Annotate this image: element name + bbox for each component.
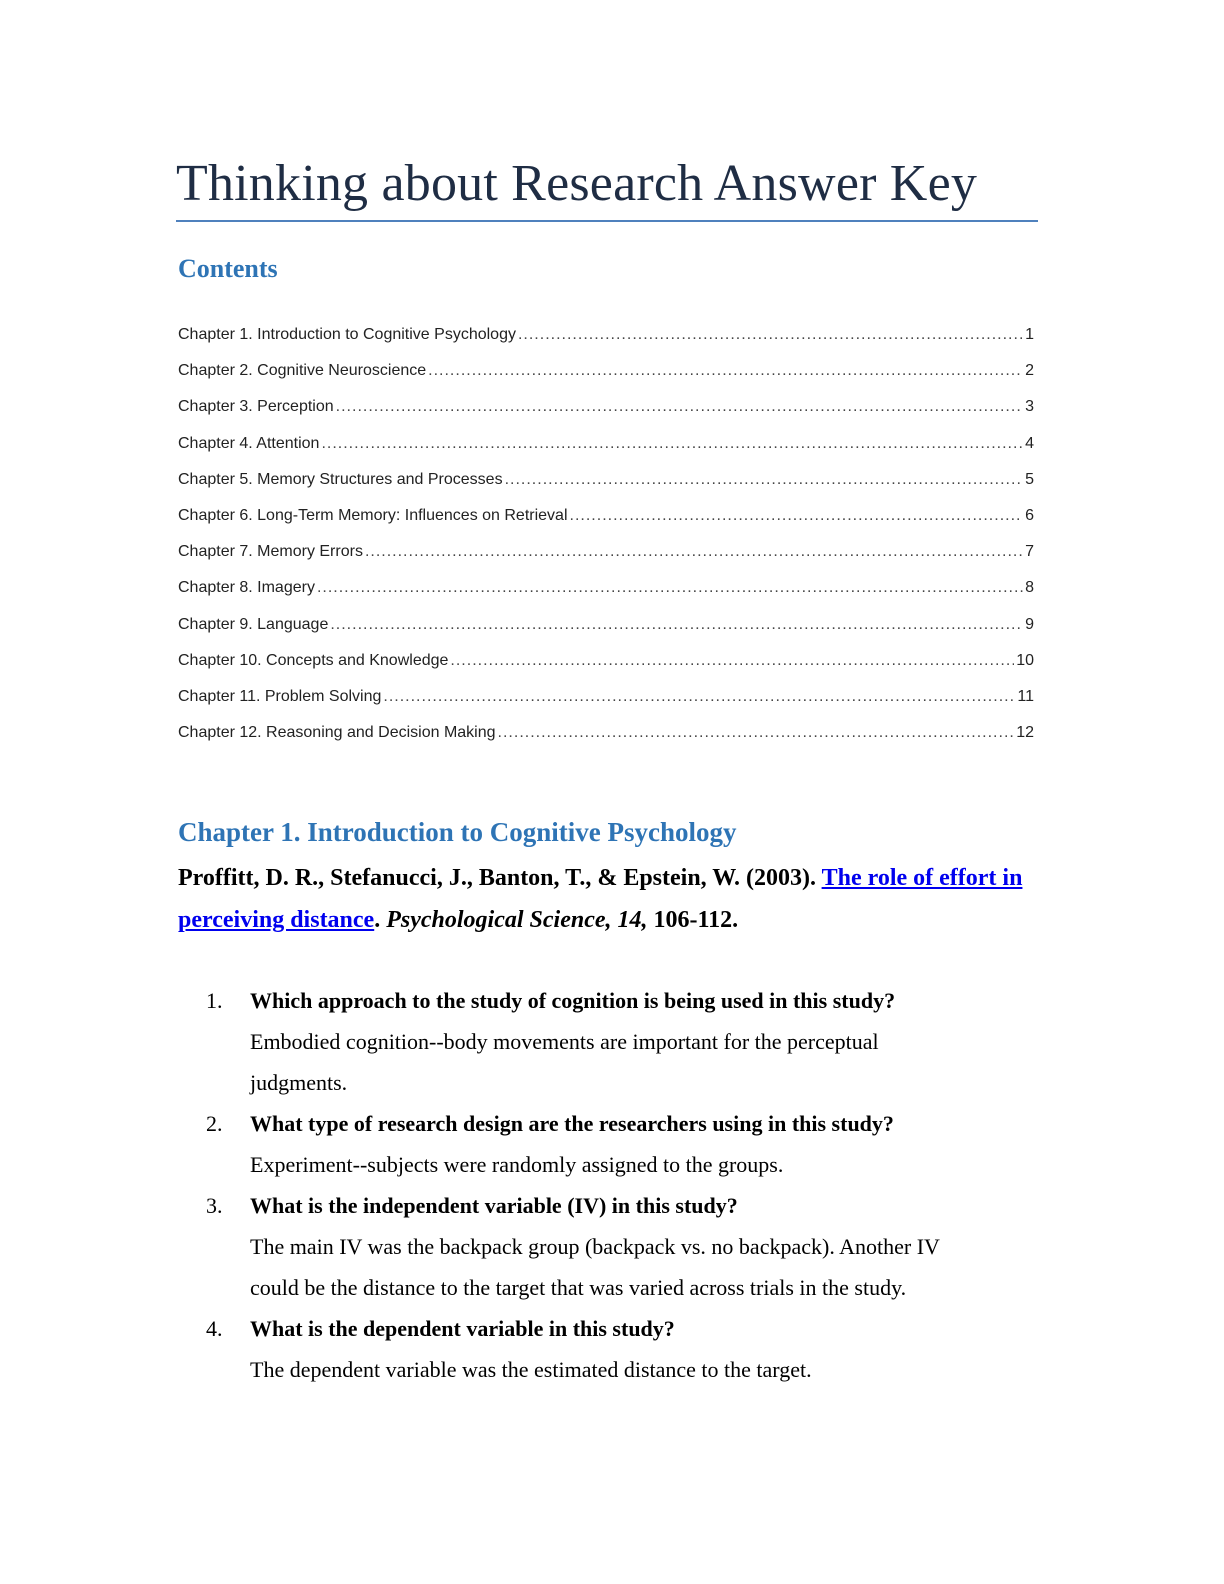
toc-dot-leader: [518, 326, 1023, 344]
answer-text: The dependent variable was the estimated distance to the target.: [250, 1357, 812, 1382]
toc-entry-page[interactable]: 6: [1025, 506, 1034, 524]
citation-journal: Psychological Science, 14,: [386, 907, 648, 933]
toc-entry-page[interactable]: 7: [1025, 543, 1034, 561]
toc-entry-label[interactable]: Chapter 8. Imagery: [178, 579, 315, 597]
toc-dot-leader: [450, 652, 1014, 670]
toc-entry-page[interactable]: 1: [1025, 326, 1034, 343]
answer-text: Experiment--subjects were randomly assigned to the groups.: [250, 1152, 784, 1177]
question-number: 1.: [206, 988, 223, 1013]
question-list: [178, 980, 978, 1390]
toc-entry-label[interactable]: Chapter 10. Concepts and Knowledge: [178, 651, 449, 669]
citation-pages: 106-112.: [653, 907, 739, 933]
toc-entry[interactable]: [178, 579, 1034, 615]
toc-entry-page[interactable]: 3: [1025, 398, 1034, 416]
question-text: What is the independent variable (IV) in this study?: [250, 1193, 738, 1218]
toc-entry[interactable]: [178, 362, 1034, 398]
question-number: 4.: [206, 1316, 223, 1341]
toc-entry[interactable]: [178, 543, 1034, 579]
toc-entry-label[interactable]: Chapter 1. Introduction to Cognitive Psychology: [178, 326, 516, 343]
toc-dot-leader: [330, 616, 1023, 634]
toc-dot-leader: [498, 724, 1015, 742]
question-item: [178, 1308, 978, 1390]
answer-text: Embodied cognition--body movements are important for the perceptual judgments.: [250, 1029, 879, 1095]
citation-authors: Proffitt, D. R., Stefanucci, J., Banton, T., & Epstein, W. (2003).: [178, 865, 817, 891]
toc-entry[interactable]: [178, 688, 1034, 724]
citation-article-link[interactable]: The role of effort in perceiving distance: [178, 865, 1023, 933]
table-of-contents: [178, 326, 1034, 760]
toc-entry-page[interactable]: 11: [1017, 687, 1034, 705]
question-number: 2.: [206, 1111, 223, 1136]
page-title: Thinking about Research Answer Key: [176, 155, 978, 212]
toc-entry-label[interactable]: Chapter 9. Language: [178, 615, 329, 633]
toc-entry-page[interactable]: 2: [1025, 362, 1034, 380]
question-item: [178, 1185, 978, 1308]
toc-dot-leader: [365, 543, 1023, 561]
toc-entry-page[interactable]: 5: [1025, 470, 1034, 488]
toc-entry-label[interactable]: Chapter 6. Long-Term Memory: Influences on Retrieval: [178, 506, 568, 524]
toc-entry-label[interactable]: Chapter 12. Reasoning and Decision Making: [178, 724, 496, 742]
toc-entry-label[interactable]: Chapter 3. Perception: [178, 398, 334, 416]
toc-entry[interactable]: [178, 724, 1034, 760]
toc-dot-leader: [317, 579, 1023, 597]
title-divider: [176, 220, 1038, 222]
question-number: 3.: [206, 1193, 223, 1218]
toc-entry[interactable]: [178, 616, 1034, 652]
toc-entry[interactable]: [178, 435, 1034, 471]
toc-entry[interactable]: [178, 326, 1034, 362]
toc-entry-label[interactable]: Chapter 4. Attention: [178, 434, 320, 452]
citation: [178, 857, 1038, 941]
toc-entry[interactable]: [178, 471, 1034, 507]
answer-text: The main IV was the backpack group (backpack vs. no backpack). Another IV could be the distance to the target that was varied across trials in the study.: [250, 1234, 940, 1300]
toc-entry-page[interactable]: 9: [1025, 615, 1034, 633]
toc-entry-label[interactable]: Chapter 2. Cognitive Neuroscience: [178, 362, 427, 380]
toc-dot-leader: [505, 471, 1024, 489]
toc-entry-label[interactable]: Chapter 5. Memory Structures and Processes: [178, 470, 503, 488]
toc-entry-page[interactable]: 4: [1025, 434, 1034, 452]
toc-entry[interactable]: [178, 507, 1034, 543]
question-text: What is the dependent variable in this study?: [250, 1316, 675, 1341]
toc-entry[interactable]: [178, 652, 1034, 688]
toc-entry-page[interactable]: 12: [1016, 724, 1034, 742]
question-item: [178, 1103, 978, 1185]
toc-entry-label[interactable]: Chapter 7. Memory Errors: [178, 543, 363, 561]
citation-link-period: .: [374, 907, 381, 933]
contents-heading: Contents: [178, 254, 278, 283]
question-text: Which approach to the study of cognition is being used in this study?: [250, 988, 896, 1013]
toc-dot-leader: [321, 435, 1023, 453]
question-text: What type of research design are the researchers using in this study?: [250, 1111, 894, 1136]
chapter-heading: Chapter 1. Introduction to Cognitive Psychology: [178, 817, 737, 847]
toc-entry-label[interactable]: Chapter 11. Problem Solving: [178, 687, 382, 705]
toc-dot-leader: [336, 398, 1023, 416]
toc-entry[interactable]: [178, 398, 1034, 434]
toc-dot-leader: [428, 362, 1023, 380]
toc-entry-page[interactable]: 10: [1016, 651, 1034, 669]
toc-dot-leader: [570, 507, 1024, 525]
toc-dot-leader: [383, 688, 1015, 706]
toc-entry-page[interactable]: 8: [1025, 579, 1034, 597]
question-item: [178, 980, 978, 1103]
